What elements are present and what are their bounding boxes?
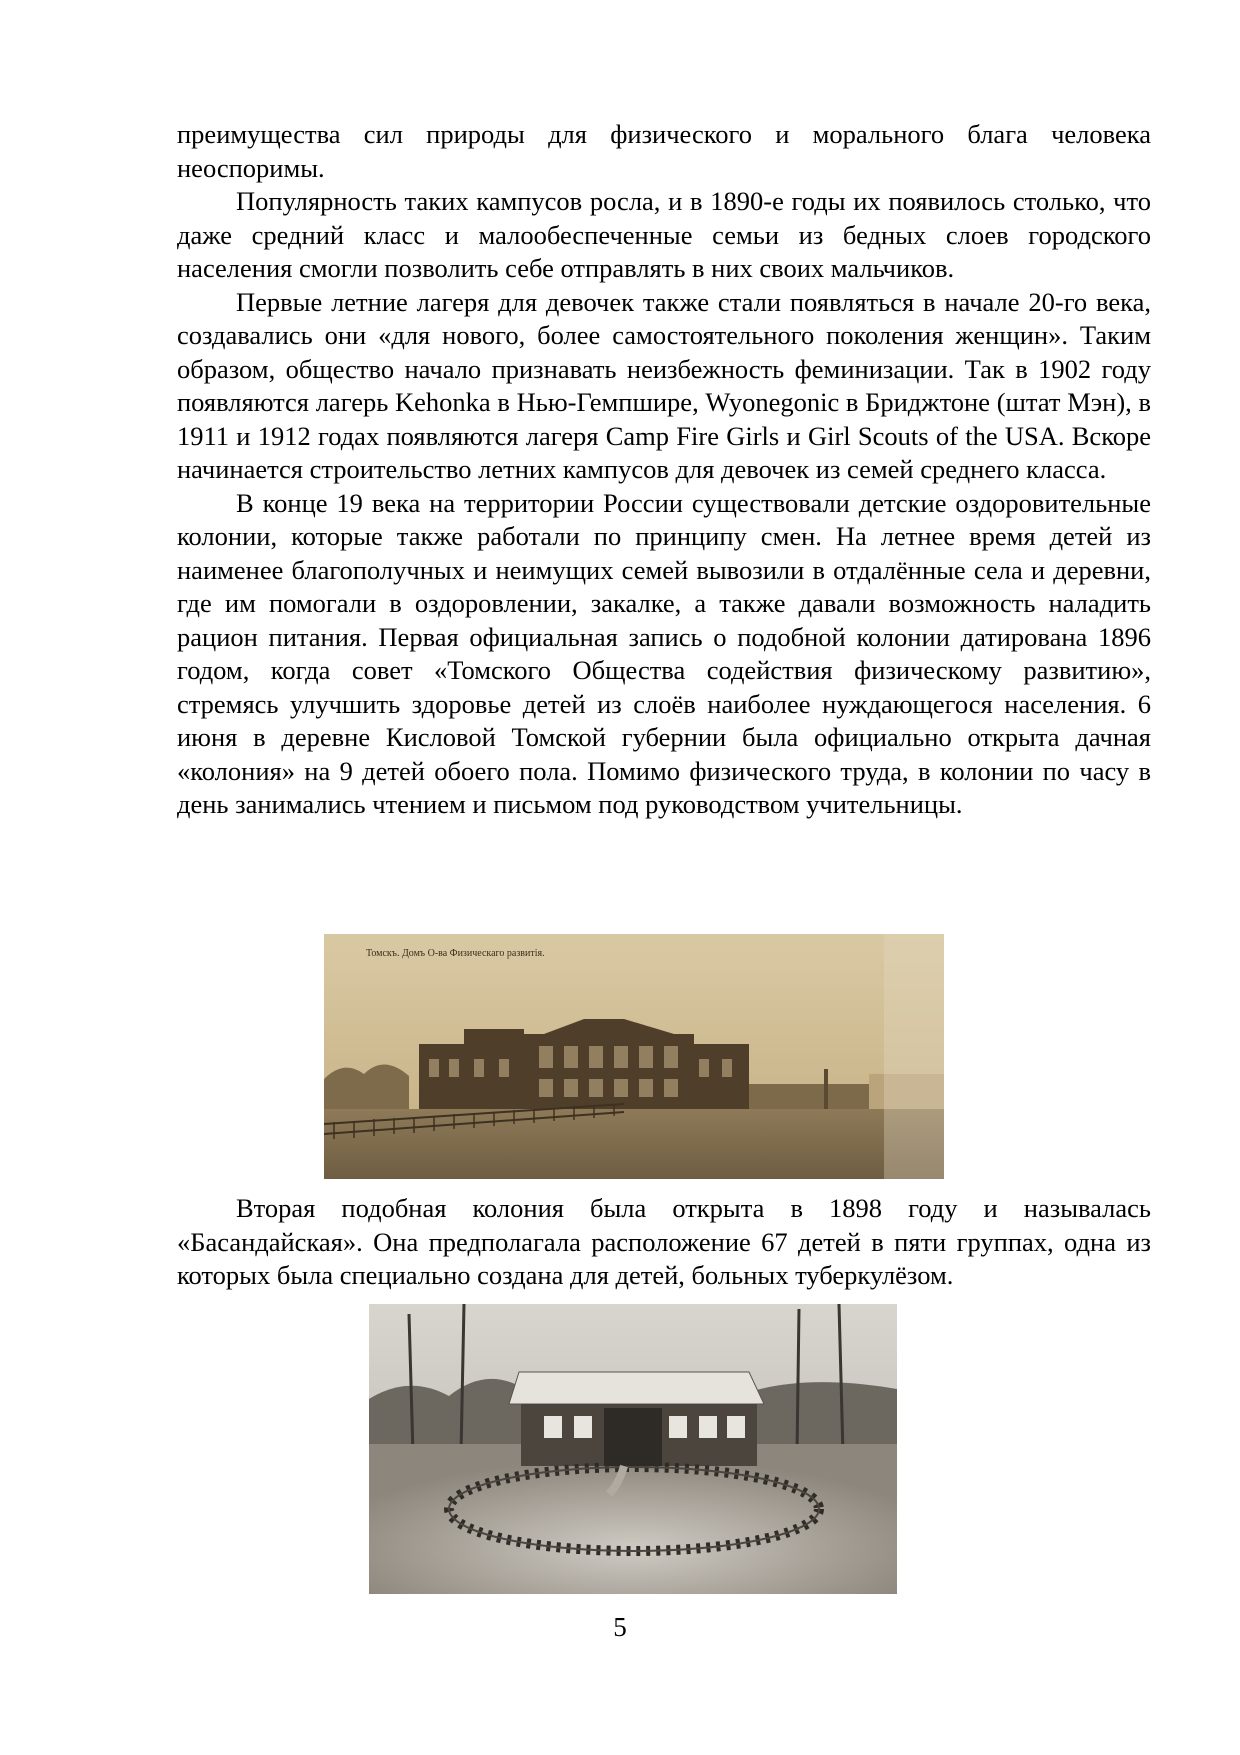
text-body [177,118,1151,822]
paragraph-1: преимущества сил природы для физического и морального блага человека неоспоримы. [177,119,1151,183]
text-body-lower [177,1192,1151,1293]
page-number: 5 [613,1612,627,1642]
paragraph-3: Первые летние лагеря для девочек также стали появляться в начале 20-го века, создавались они «для нового, более самостоятельного поколения женщин». Таким образом, общество начало признавать неизбежность феминизации. Так в 1902 году появляются лагерь Kehonka в Нью-Гемпшире, Wyonegonic в Бриджтоне (штат Мэн), в 1911 и 1912 годах появляются лагеря Camp Fire Girls и Girl Scouts of the USA. Вскоре начинается строительство летних кампусов для девочек из семей среднего класса. [177,286,1151,484]
paragraph-5: Вторая подобная колония была открыта в 1898 году и называлась «Басандайская». Она предполагала расположение 67 детей в пяти группах, одна из которых была специально создана для детей, больных туберкулёзом. [177,1193,1151,1290]
figure-basandayka-colony-photo [369,1304,897,1594]
figure-tomsk-building-photo [324,934,944,1179]
paragraph-4: В конце 19 века на территории России существовали детские оздоровительные колонии, которые также работали по принципу смен. На летнее время детей из наименее благополучных и неимущих семей вывозили в отдалённые села и деревни, где им помогали в оздоровлении, закалке, а также давали возможность наладить рацион питания. Первая официальная запись о подобной колонии датирована 1896 годом, когда совет «Томского Общества содействия физическому развитию», стремясь улучшить здоровье детей из слоёв наиболее нуждающегося населения. 6 июня в деревне Кисловой Томской губернии была официально открыта дачная «колония» на 9 детей обоего пола. Помимо физического труда, в колонии по часу в день занимались чтением и письмом под руководством учительницы. [177,487,1151,819]
figure1-caption: Томскъ. Домъ О-ва Физическаго развитія. [366,948,545,959]
paragraph-2: Популярность таких кампусов росла, и в 1890-е годы их появилось столько, что даже средний класс и малообеспеченные семьи из бедных слоев городского населения смогли позволить себе отправлять в них своих мальчиков. [177,186,1151,283]
